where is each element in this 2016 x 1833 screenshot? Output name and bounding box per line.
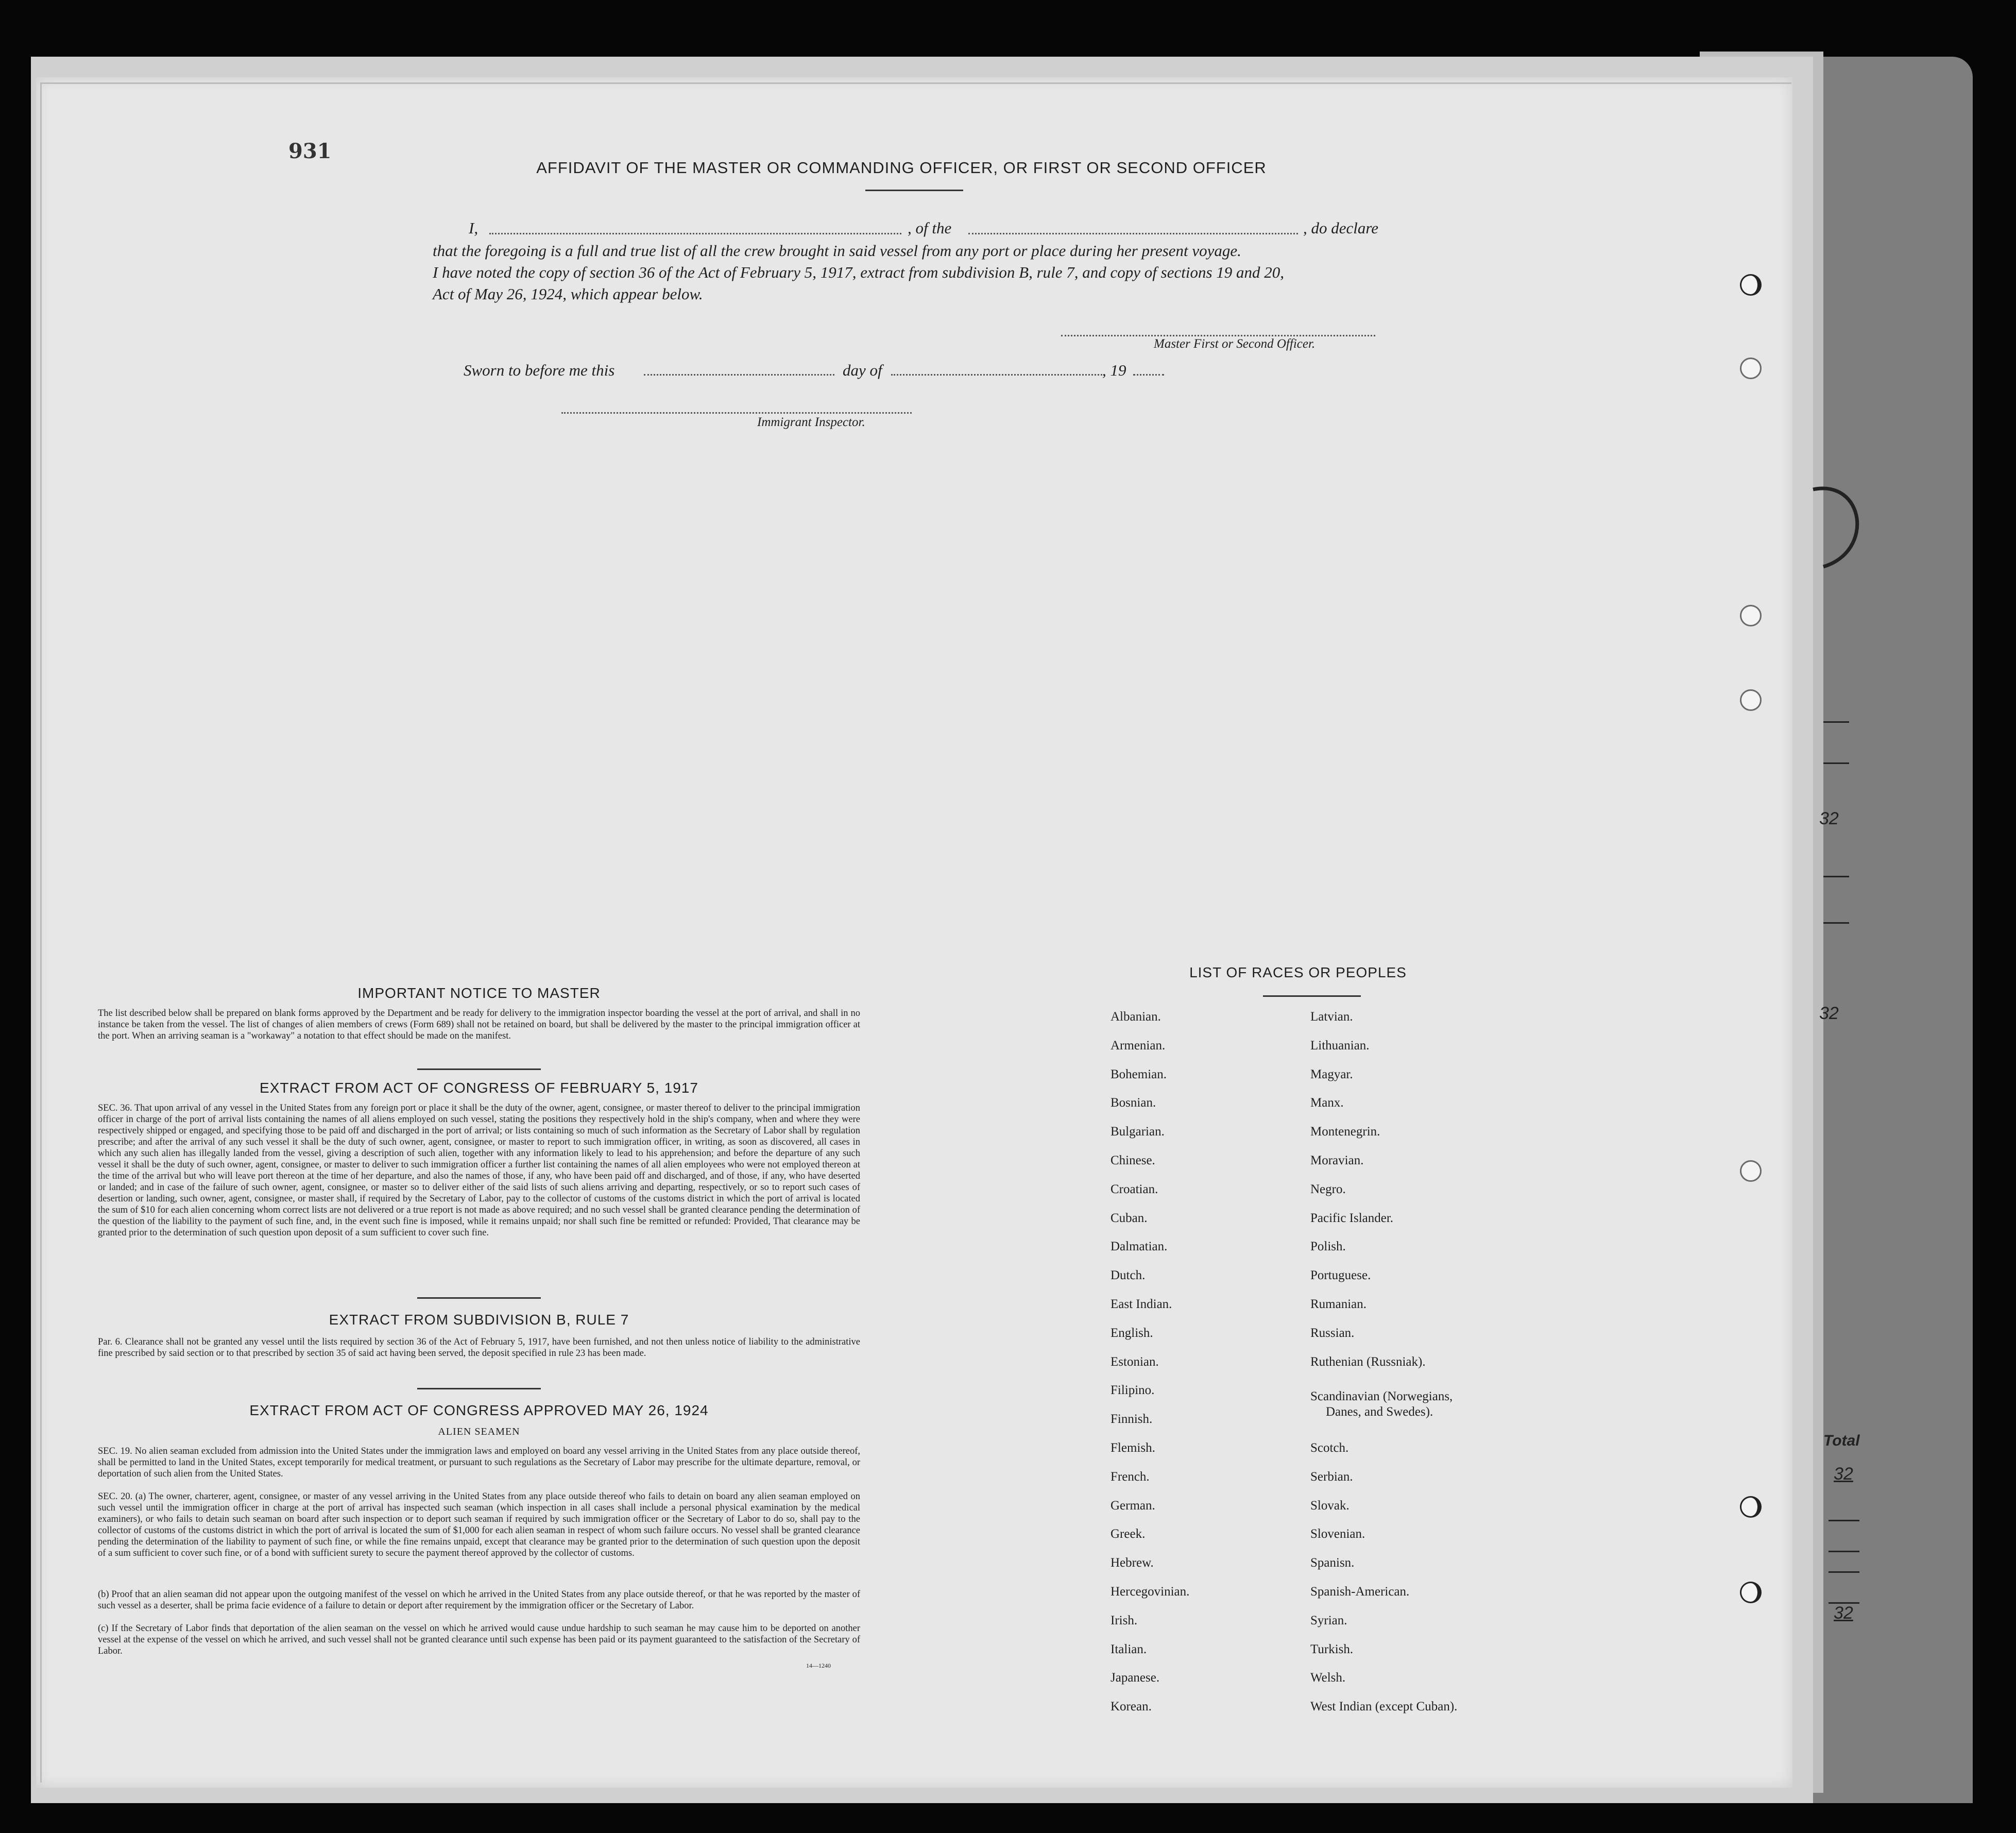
tally-line [1823,922,1849,924]
extract-1924-title: EXTRACT FROM ACT OF CONGRESS APPROVED MAY 26, 1924 [249,1402,709,1418]
race-item: Syrian. [1310,1613,1347,1627]
sworn-month-blank [891,374,1102,376]
affidavit-line-4: Act of May 26, 1924, which appear below. [433,285,703,303]
tally-line [1829,1551,1859,1552]
punch-hole [1740,1582,1762,1603]
tally-total-value: 32 [1834,1464,1853,1484]
race-item: Slovenian. [1310,1527,1365,1541]
race-item: Moravian. [1310,1153,1364,1167]
race-item: Flemish. [1110,1441,1155,1455]
race-item: Scandinavian (Norwegians, [1310,1389,1453,1404]
race-item: Albanian. [1110,1010,1161,1024]
affidavit-declare: , do declare [1303,219,1379,237]
tally-count-b: 32 [1819,1004,1839,1023]
tally-line [1823,876,1849,877]
extract-rule7-body: Par. 6. Clearance shall not be granted any vessel until the lists required by section 36 of the Act of February 5, 1917, have been furnished, and not then unless notice of liability to the administrative fine prescribed by said section or to that prescribed by section 35 of said act having been served, the deposit specified in rule 23 has been made. [98,1337,860,1359]
races-title-divider [1263,995,1361,997]
race-item: Finnish. [1110,1412,1153,1427]
sworn-year-blank [1133,374,1164,376]
race-item: Spanish-American. [1310,1585,1410,1599]
race-item: Danes, and Swedes). [1326,1405,1433,1419]
race-item: German. [1110,1498,1155,1513]
page-stamp-number: 931 [288,139,332,163]
race-item: French. [1110,1469,1150,1484]
race-item: Serbian. [1310,1469,1353,1484]
extract-1917-title: EXTRACT FROM ACT OF CONGRESS OF FEBRUARY 5, 1917 [260,1080,698,1096]
extract-1917-body: SEC. 36. That upon arrival of any vessel in the United States from any foreign port or place it shall be the duty of the owner, agent, consignee, or master thereof to deliver to the principal immigration officer in charge of the port of arrival lists containing the names of all aliens employed on such vessel, stating the positions they respectively hold in the ship's company, when and where they were respectively shipped or engaged, and specifying those to be paid off and discharged in the port of arrival; or lists containing so much of such information as the Secretary of Labor shall by regulation prescribe; and after the arrival of any such vessel it shall be the duty of such owner, agent, consignee, or master to report to such immigration officer, in writing, as soon as discovered, all cases in which any such alien has illegally landed from the vessel, giving a description of such alien, together with any information likely to lead to his apprehension; and before the departure of any such vessel it shall be the duty of such owner, agent, consignee, or master to deliver to such immigration officer a further list containing the names of all alien employees who were not employed thereon at the time of the arrival but who will leave port thereon at the time of her departure, and also the names of those, if any, who have been paid off and discharged, and of those, if any, who have deserted or landed; and in case of the failure of such owner, agent, consignee, or master so to deliver either of the said lists of such aliens arriving and departing, respectively, or so to report such cases of desertion or landing, such owner, agent, consignee, or master shall, if required by the Secretary of Labor, pay to the collector of customs of the customs district in which the port of arrival is located the sum of $10 for each alien concerning whom correct lists are not delivered or a true report is not made as above required; and no such vessel shall be granted clearance pending the determination of the question of the liability to the payment of such fine, and, in the event such fine is imposed, while it remains unpaid; nor shall such fine be remitted or refunded: Provided, That clearance may be granted prior to the determination of such question upon deposit of a sum sufficient to cover such fine. [98,1103,860,1238]
extract-1924-subtitle: ALIEN SEAMEN [438,1426,520,1437]
tally-count-c: 32 [1834,1603,1853,1623]
race-item: Ruthenian (Russniak). [1310,1354,1426,1369]
race-item: Manx. [1310,1096,1344,1110]
master-signature-line [1061,335,1375,336]
sworn-day-of: day of [843,361,882,379]
extract-1924-sec20c: (c) If the Secretary of Labor finds that deportation of the alien seaman on the vessel on which he arrived would cause undue hardship to such seaman he may cause him to be deported on another vessel at the expense of the vessel on which he arrived, and such vessel shall not be granted clearance until such expense has been paid or its payment guaranteed to the satisfaction of the Secretary of Labor. [98,1623,860,1656]
race-item: Cuban. [1110,1211,1148,1225]
form-number: 14—1240 [806,1662,831,1669]
race-item: Pacific Islander. [1310,1211,1394,1225]
race-item: English. [1110,1326,1153,1340]
affidavit-line-3: I have noted the copy of section 36 of the Act of February 5, 1917, extract from subdivision B, rule 7, and copy of sections 19 and 20, [433,263,1285,281]
name-blank [489,233,901,234]
race-item: Magyar. [1310,1067,1353,1081]
master-signature-label: Master First or Second Officer. [1154,337,1315,351]
race-item: Bulgarian. [1110,1125,1165,1139]
race-item: Japanese. [1110,1671,1160,1685]
race-item: Korean. [1110,1700,1152,1714]
race-item: Welsh. [1310,1671,1346,1685]
tally-line [1829,1571,1859,1573]
affidavit-title: AFFIDAVIT OF THE MASTER OR COMMANDING OFFICER, OR FIRST OR SECOND OFFICER [536,159,1267,177]
affidavit-of-the: , of the [908,219,952,237]
race-item: Greek. [1110,1527,1146,1541]
sworn-year: , 19 [1102,361,1126,379]
sworn-prefix: Sworn to before me this [464,361,615,379]
race-item: Filipino. [1110,1383,1155,1398]
race-item: Scotch. [1310,1441,1349,1455]
punch-hole [1740,1496,1762,1518]
race-item: Rumanian. [1310,1297,1367,1311]
race-item: East Indian. [1110,1297,1172,1311]
vessel-blank [968,233,1298,234]
section-divider [417,1068,541,1070]
race-item: Armenian. [1110,1038,1166,1053]
inspector-signature-label: Immigrant Inspector. [757,415,865,429]
punch-hole [1740,689,1762,711]
tally-line [1829,1520,1859,1521]
race-item: Polish. [1310,1240,1346,1254]
punch-hole [1740,1160,1762,1182]
sworn-day-blank [644,374,834,376]
punch-hole [1740,274,1762,296]
race-item: Chinese. [1110,1153,1155,1167]
extract-1924-sec19: SEC. 19. No alien seaman excluded from admission into the United States under the immigration laws and employed on board any vessel arriving in the United States from any place outside thereof, shall be permitted to land in the United States, except temporarily for medical treatment, or pursuant to such regulations as the Secretary of Labor may prescribe for the ultimate departure, removal, or deportation of such alien from the United States. [98,1446,860,1479]
race-item: Dalmatian. [1110,1240,1168,1254]
notice-body: The list described below shall be prepared on blank forms approved by the Department and be ready for delivery to the immigration inspector boarding the vessel at the port of arrival, and shall in no instance be taken from the vessel. The list of changes of alien members of crews (Form 689) shall not be retained on board, but shall be delivered by the master to the principal immigration officer at the port. When an arriving seaman is a "workaway" a notation to that effect should be made on the manifest. [98,1008,860,1041]
affidavit-i: I, [469,219,479,237]
race-item: Montenegrin. [1310,1125,1380,1139]
extract-1924-sec20b: (b) Proof that an alien seaman did not appear upon the outgoing manifest of the vessel on which he arrived in the United States from any place outside thereof, or that he was reported by the master of such vessel as a deserter, shall be prima facie evidence of a failure to detain or deport after requirement by the immigration officer or the Secretary of Labor. [98,1589,860,1611]
handwritten-bracket-mark [1803,479,1875,582]
race-item: Turkish. [1310,1642,1354,1656]
title-divider [865,190,963,191]
extract-1924-sec20a: SEC. 20. (a) The owner, charterer, agent, consignee, or master of any vessel arriving in the United States from any place outside thereof who fails to detain on board any alien seaman employed on such vessel until the immigration officer in charge at the port of arrival has inspected such seaman (which inspection in all cases shall include a personal physical examination by the medical examiners), or who fails to detain such seaman on board after such inspection or to deport such seaman if required by such immigration officer or the Secretary of Labor to do so, shall pay to the collector of customs of the customs district in which the port of arrival is located the sum of $1,000 for each alien seaman in respect of whom such failure occurs. No vessel shall be granted clearance pending the determination of the liability to payment of such fine, or while the fine remains unpaid, except that clearance may be granted prior to the determination of such question upon the deposit of a sum sufficient to cover such fine, or of a bond with sufficient surety to secure the payment thereof approved by the collector of customs. [98,1491,860,1558]
section-divider [417,1297,541,1299]
punch-hole [1740,605,1762,626]
tally-count-a: 32 [1819,809,1839,828]
race-item: West Indian (except Cuban). [1310,1700,1458,1714]
extract-rule7-title: EXTRACT FROM SUBDIVISION B, RULE 7 [329,1312,629,1328]
affidavit-line-2: that the foregoing is a full and true list of all the crew brought in said vessel from any port or place during her present voyage. [433,242,1241,260]
punch-hole [1740,358,1762,379]
tally-total-label: Total [1823,1432,1860,1449]
races-title: LIST OF RACES OR PEOPLES [1189,964,1407,980]
race-item: Slovak. [1310,1498,1349,1513]
race-item: Latvian. [1310,1010,1353,1024]
race-item: Irish. [1110,1613,1138,1627]
tally-line [1823,762,1849,764]
race-item: Negro. [1310,1182,1346,1196]
race-item: Italian. [1110,1642,1147,1656]
race-item: Croatian. [1110,1182,1158,1196]
inspector-signature-line [561,412,912,414]
race-item: Portuguese. [1310,1268,1371,1283]
race-item: Spanisn. [1310,1556,1355,1570]
section-divider [417,1388,541,1389]
tally-line [1823,721,1849,723]
race-item: Lithuanian. [1310,1038,1370,1053]
race-item: Russian. [1310,1326,1355,1340]
race-item: Bohemian. [1110,1067,1167,1081]
race-item: Bosnian. [1110,1096,1156,1110]
race-item: Estonian. [1110,1354,1159,1369]
notice-title: IMPORTANT NOTICE TO MASTER [357,985,601,1001]
race-item: Hercegovinian. [1110,1585,1190,1599]
race-item: Hebrew. [1110,1556,1154,1570]
race-item: Dutch. [1110,1268,1146,1283]
